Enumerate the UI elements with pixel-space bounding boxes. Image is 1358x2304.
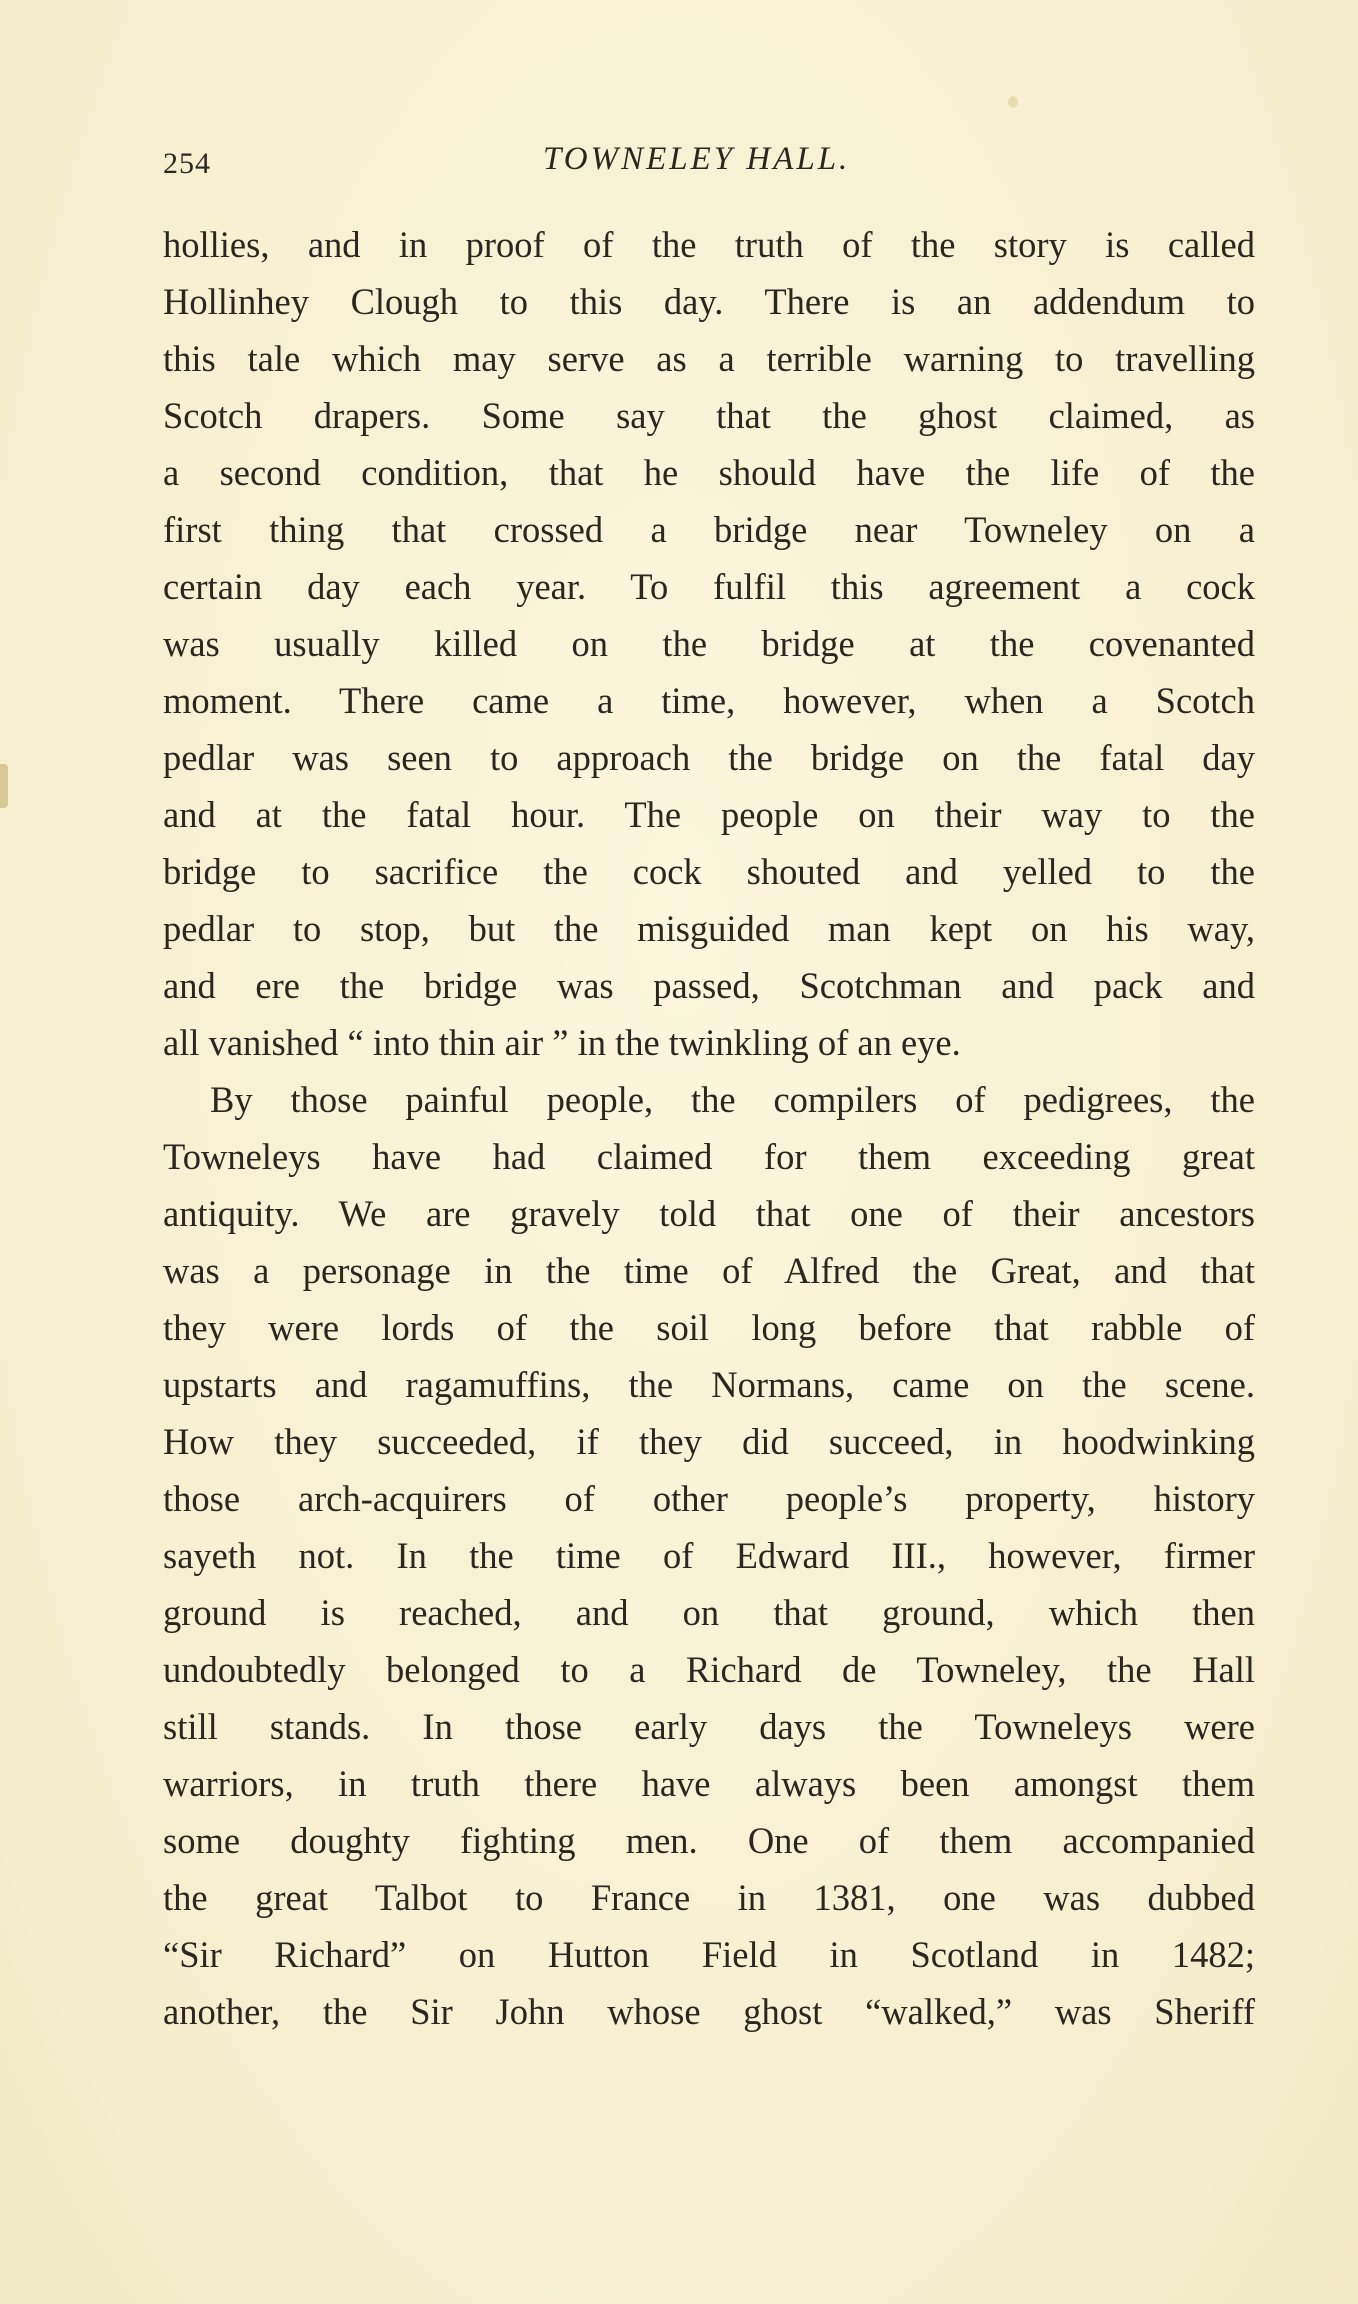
text-line: ground is reached, and on that ground, which then <box>163 1592 1255 1633</box>
text-line: and at the fatal hour. The people on their way to the <box>163 794 1255 835</box>
text-line: certain day each year. To fulfil this agreement a cock <box>163 566 1255 607</box>
running-title: TOWNELEY HALL. <box>543 141 851 177</box>
body-text <box>163 216 1255 2040</box>
text-line: “Sir Richard” on Hutton Field in Scotland in 1482; <box>163 1934 1255 1975</box>
text-line: upstarts and ragamuffins, the Normans, came on the scene. <box>163 1364 1255 1405</box>
text-line: Towneleys have had claimed for them exceeding great <box>163 1136 1255 1177</box>
page-number: 254 <box>163 147 211 180</box>
text-line: this tale which may serve as a terrible warning to travelling <box>163 338 1255 379</box>
running-head <box>163 135 1253 185</box>
text-line: warriors, in truth there have always been amongst them <box>163 1763 1255 1804</box>
paper-speck <box>1008 96 1018 108</box>
text-line: those arch-acquirers of other people’s property, history <box>163 1478 1255 1519</box>
text-line: moment. There came a time, however, when a Scotch <box>163 680 1255 721</box>
text-line: still stands. In those early days the Towneleys were <box>163 1706 1255 1747</box>
text-line: hollies, and in proof of the truth of the story is called <box>163 224 1255 265</box>
page-edge-mark <box>0 764 8 808</box>
text-line: pedlar was seen to approach the bridge on the fatal day <box>163 737 1255 778</box>
text-line: and ere the bridge was passed, Scotchman and pack and <box>163 965 1255 1006</box>
text-line: was usually killed on the bridge at the covenanted <box>163 623 1255 664</box>
text-line: they were lords of the soil long before that rabble of <box>163 1307 1255 1348</box>
text-line: a second condition, that he should have the life of the <box>163 452 1255 493</box>
text-line: the great Talbot to France in 1381, one was dubbed <box>163 1877 1255 1918</box>
text-line: sayeth not. In the time of Edward III., however, firmer <box>163 1535 1255 1576</box>
text-line: How they succeeded, if they did succeed, in hoodwinking <box>163 1421 1255 1462</box>
text-line: was a personage in the time of Alfred the Great, and that <box>163 1250 1255 1291</box>
text-line: some doughty fighting men. One of them accompanied <box>163 1820 1255 1861</box>
text-line: first thing that crossed a bridge near Towneley on a <box>163 509 1255 550</box>
text-line: Hollinhey Clough to this day. There is an addendum to <box>163 281 1255 322</box>
text-line: Scotch drapers. Some say that the ghost claimed, as <box>163 395 1255 436</box>
text-line: antiquity. We are gravely told that one of their ancestors <box>163 1193 1255 1234</box>
text-line: another, the Sir John whose ghost “walked,” was Sheriff <box>163 1991 1255 2032</box>
text-line: bridge to sacrifice the cock shouted and yelled to the <box>163 851 1255 892</box>
text-line: pedlar to stop, but the misguided man kept on his way, <box>163 908 1255 949</box>
text-line: undoubtedly belonged to a Richard de Towneley, the Hall <box>163 1649 1255 1690</box>
text-line: By those painful people, the compilers of pedigrees, the <box>210 1079 1255 1120</box>
text-line: all vanished “ into thin air ” in the twinkling of an eye. <box>163 1022 961 1063</box>
